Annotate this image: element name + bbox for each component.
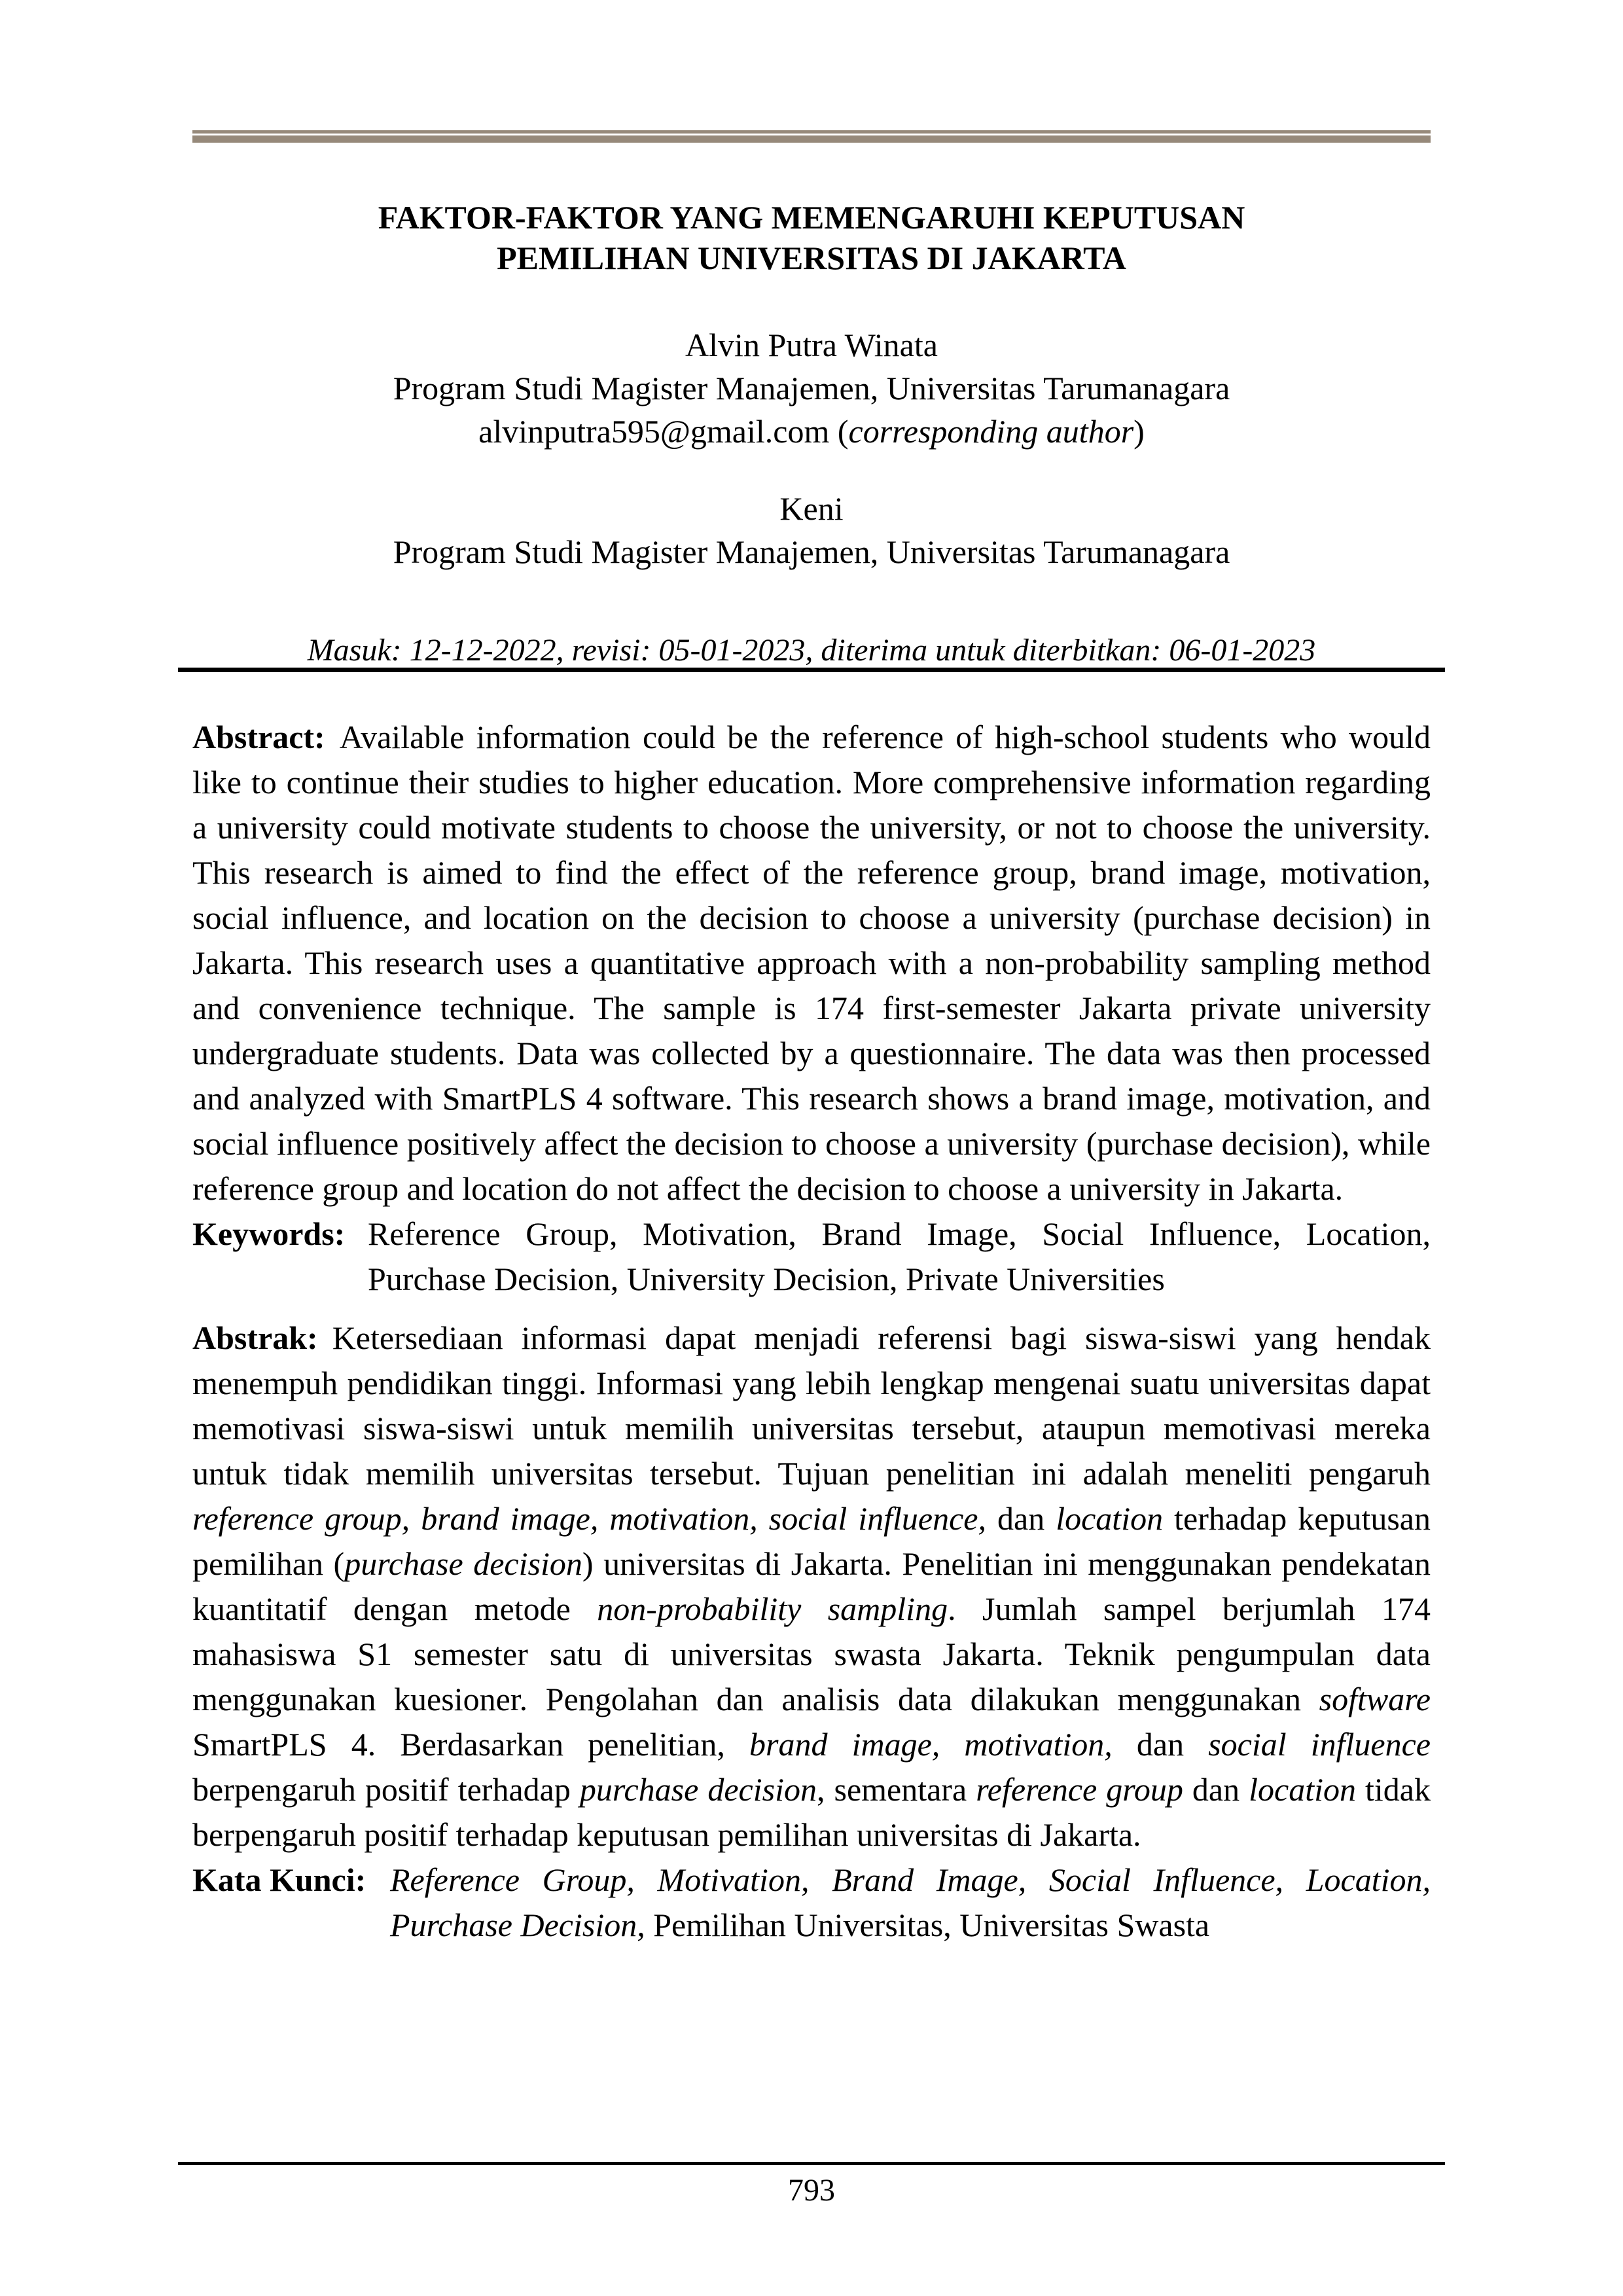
author-name: Keni bbox=[779, 490, 844, 527]
abstract-en-label: Abstract: bbox=[192, 719, 325, 755]
keywords-id bbox=[192, 1857, 1431, 1948]
keywords-en bbox=[192, 1211, 1431, 1302]
header-accent-rule-thick bbox=[192, 135, 1431, 143]
abstract-en-section bbox=[192, 715, 1431, 1302]
author-affiliation: Program Studi Magister Manajemen, Universitas Tarumanagara bbox=[393, 533, 1230, 570]
author-block-1 bbox=[192, 323, 1431, 453]
page-number: 793 bbox=[788, 2173, 835, 2208]
author-name: Alvin Putra Winata bbox=[685, 327, 938, 363]
abstract-id-label: Abstrak: bbox=[192, 1319, 318, 1356]
abstract-en-text: Available information could be the reference of high-school students who would like to continue their studies to higher education. More comprehensive information regarding a university could motivate students to choose the university, or not to choose the university. This research is aimed to find the effect of the reference group, brand image, motivation, social influence, and location on the decision to choose a university (purchase decision) in Jakarta. This research uses a quantitative approach with a non-probability sampling method and convenience technique. The sample is 174 first-semester Jakarta private university undergraduate students. Data was collected by a questionnaire. The data was then processed and analyzed with SmartPLS 4 software. This research shows a brand image, motivation, and social influence positively affect the decision to choose a university (purchase decision), while reference group and location do not affect the decision to choose a university in Jakarta. bbox=[192, 719, 1431, 1207]
abstract-id-text: Ketersediaan informasi dapat menjadi referensi bagi siswa-siswi yang hendak menempuh pendidikan tinggi. Informasi yang lebih lengkap mengenai suatu universitas dapat memotivasi siswa-siswi untuk memilih universitas tersebut, ataupun memotivasi mereka untuk tidak memilih universitas tersebut. Tujuan penelitian ini adalah meneliti pengaruh reference group, brand image, motivation, social influence, dan location terhadap keputusan pemilihan (purchase decision) universitas di Jakarta. Penelitian ini menggunakan pendekatan kuantitatif dengan metode non-probability sampling. Jumlah sampel berjumlah 174 mahasiswa S1 semester satu di universitas swasta Jakarta. Teknik pengumpulan data menggunakan kuesioner. Pengolahan dan analisis data dilakukan menggunakan software SmartPLS 4. Berdasarkan penelitian, brand image, motivation, dan social influence berpengaruh positif terhadap purchase decision, sementara reference group dan location tidak berpengaruh positif terhadap keputusan pemilihan universitas di Jakarta. bbox=[192, 1319, 1431, 1853]
footer-rule bbox=[178, 2162, 1445, 2165]
title-line-1: FAKTOR-FAKTOR YANG MEMENGARUHI KEPUTUSAN bbox=[378, 199, 1245, 236]
abstract-id bbox=[192, 1316, 1431, 1857]
keywords-id-text: Reference Group, Motivation, Brand Image, Social Influence, Location, Purchase Decision, Pemilihan Universitas, Universitas Swasta bbox=[390, 1861, 1431, 1943]
title-line-2: PEMILIHAN UNIVERSITAS DI JAKARTA bbox=[497, 240, 1126, 276]
keywords-en-text: Reference Group, Motivation, Brand Image, Social Influence, Location, Purchase Decision, University Decision, Private Universities bbox=[368, 1215, 1431, 1297]
header-divider-rule bbox=[178, 668, 1445, 672]
submission-history: Masuk: 12-12-2022, revisi: 05-01-2023, diterima untuk diterbitkan: 06-01-2023 bbox=[307, 633, 1316, 668]
abstract-id-section bbox=[192, 1316, 1431, 1948]
author-block-2 bbox=[192, 487, 1431, 573]
keywords-id-label: Kata Kunci: bbox=[192, 1861, 366, 1898]
article-title bbox=[192, 197, 1431, 278]
author-email: alvinputra595@gmail.com (corresponding author) bbox=[478, 413, 1145, 450]
keywords-en-label: Keywords: bbox=[192, 1215, 346, 1252]
header-accent-rule-thin bbox=[192, 130, 1431, 134]
abstract-en bbox=[192, 715, 1431, 1211]
author-affiliation: Program Studi Magister Manajemen, Universitas Tarumanagara bbox=[393, 370, 1230, 406]
